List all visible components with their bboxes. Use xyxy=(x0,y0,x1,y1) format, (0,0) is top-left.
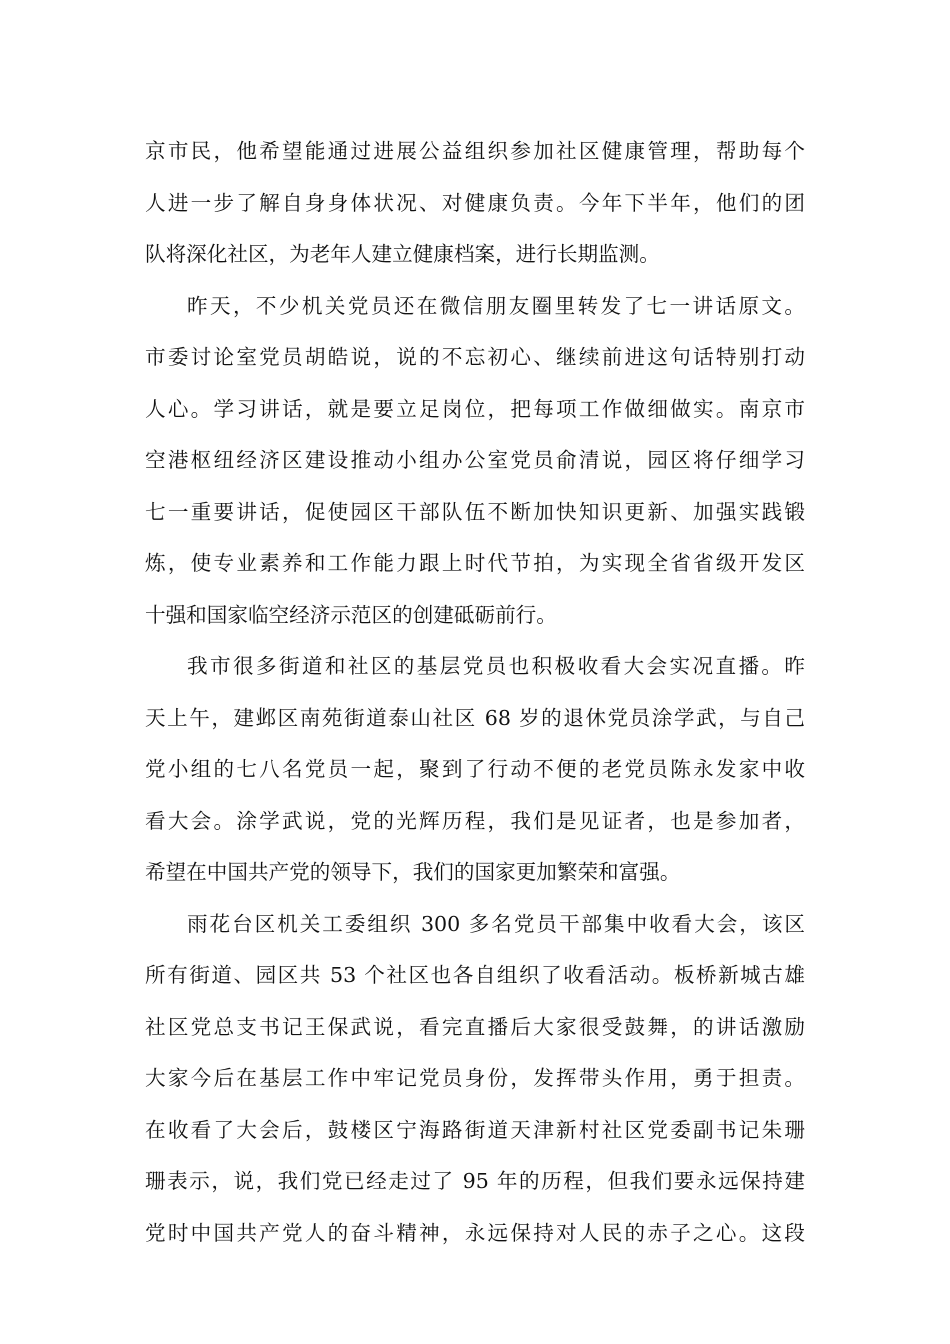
text-line: 看大会。涂学武说，党的光辉历程，我们是见证者，也是参加者， xyxy=(145,808,805,833)
text-line: 大家今后在基层工作中牢记党员身份，发挥带头作用，勇于担责。 xyxy=(145,1066,805,1090)
text-line: 我市很多街道和社区的基层党员也积极收看大会实况直播。昨 xyxy=(187,654,805,678)
text-line: 希望在中国共产党的领导下，我们的国家更加繁荣和富强。 xyxy=(145,860,681,884)
body-text xyxy=(145,126,805,1259)
text-line: 十强和国家临空经济示范区的创建砥砺前行。 xyxy=(145,602,557,627)
text-line: 京市民，他希望能通过进展公益组织参加社区健康管理，帮助每个 xyxy=(145,139,805,163)
text-line: 在收看了大会后，鼓楼区宁海路街道天津新村社区党委副书记朱珊 xyxy=(145,1117,805,1142)
text-line: 队将深化社区，为老年人建立健康档案，进行长期监测。 xyxy=(145,242,660,266)
text-line: 天上午，建邺区南苑街道泰山社区 68 岁的退休党员涂学武，与自己 xyxy=(145,705,805,730)
text-line: 昨天，不少机关党员还在微信朋友圈里转发了七一讲话原文。 xyxy=(187,293,805,318)
text-line: 珊表示，说，我们党已经走过了 95 年的历程，但我们要永远保持建 xyxy=(145,1169,805,1193)
text-line: 人进一步了解自身身体状况、对健康负责。今年下半年，他们的团 xyxy=(145,190,805,215)
text-line: 党小组的七八名党员一起，聚到了行动不便的老党员陈永发家中收 xyxy=(145,757,805,781)
text-line: 市委讨论室党员胡皓说，说的不忘初心、继续前进这句话特别打动 xyxy=(145,345,805,369)
text-line: 炼，使专业素养和工作能力跟上时代节拍，为实现全省省级开发区 xyxy=(145,551,805,575)
text-line: 社区党总支书记王保武说，看完直播后大家很受鼓舞，的讲话激励 xyxy=(145,1014,805,1039)
text-line: 雨花台区机关工委组织 300 多名党员干部集中收看大会，该区 xyxy=(187,911,805,936)
text-line: 所有街道、园区共 53 个社区也各自组织了收看活动。板桥新城古雄 xyxy=(145,963,805,987)
text-line: 七一重要讲话，促使园区干部队伍不断加快知识更新、加强实践锻 xyxy=(145,499,805,524)
text-line: 人心。学习讲话，就是要立足岗位，把每项工作做细做实。南京市 xyxy=(145,396,805,421)
text-line: 党时中国共产党人的奋斗精神，永远保持对人民的赤子之心。这段 xyxy=(145,1220,805,1245)
text-line: 空港枢纽经济区建设推动小组办公室党员俞清说，园区将仔细学习 xyxy=(145,448,805,472)
